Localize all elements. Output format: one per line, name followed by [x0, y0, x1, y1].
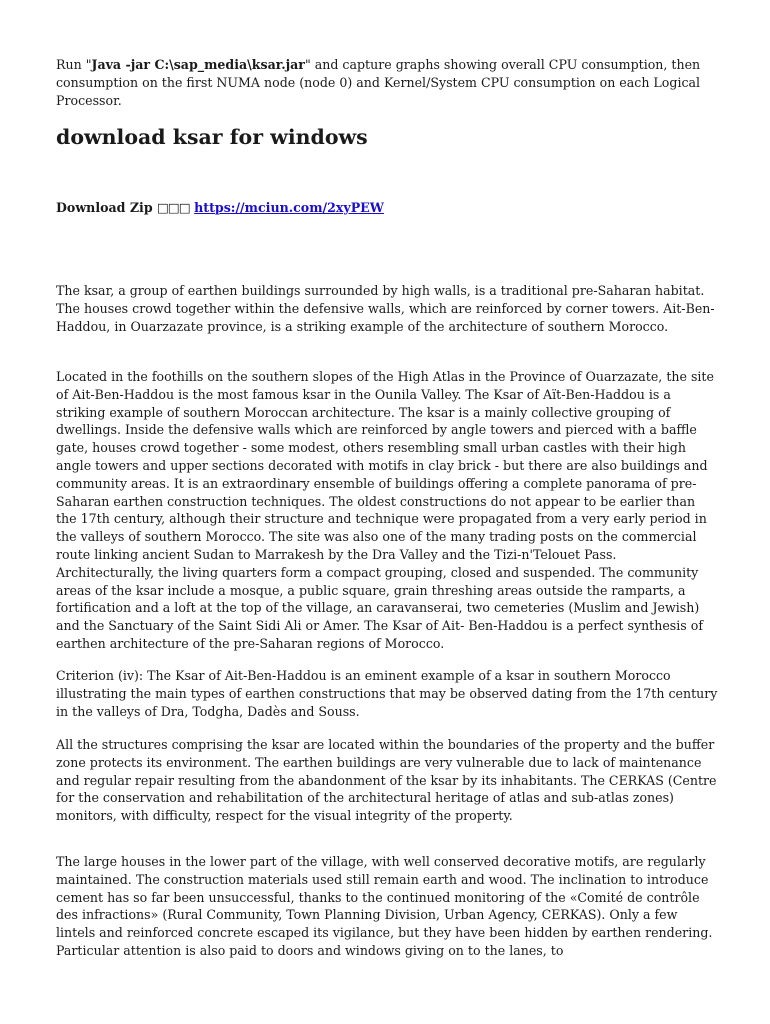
paragraph-criterion: Criterion (iv): The Ksar of Ait-Ben-Haddou is an eminent example of a ksar in southern Morocco illustrating the main types of earthen constructions that may be observed dating from the 17th century in the valleys of Dra, Todgha, Dadès and Souss.: [56, 668, 718, 719]
page-title: download ksar for windows: [56, 125, 368, 149]
paragraph-conservation: The large houses in the lower part of the village, with well conserved decorative motifs, are regularly maintained. The construction materials used still remain earth and wood. The inclination to introduce cement has so far been unsuccessful, thanks to the continued monitoring of the «Comité de contrôle des infractions» (Rural Community, Town Planning Division, Urban Agency, CERKAS). Only a few lintels and reinforced concrete escaped its vigilance, but they have been hidden by earthen rendering. Particular attention is also paid to doors and windows giving on to the lanes, to: [56, 854, 713, 958]
paragraph-site-description: Located in the foothills on the southern slopes of the High Atlas in the Province of Ouarzazate, the site of Ait-Ben-Haddou is the most famous ksar in the Ounila Valley. The Ksar of Aït-Ben-Haddou is a striking example of southern Moroccan architecture. The ksar is a mainly collective grouping of dwellings. Inside the defensive walls which are reinforced by angle towers and pierced with a baffle gate, houses crowd together - some modest, others resembling small urban castles with their high angle towers and upper sections decorated with motifs in clay brick - but there are also buildings and community areas. It is an extraordinary ensemble of buildings offering a complete panorama of pre-Saharan earthen construction techniques. The oldest constructions do not appear to be earlier than the 17th century, although their structure and technique were propagated from a very early period in the valleys of southern Morocco. The site was also one of the many trading posts on the commercial route linking ancient Sudan to Marrakesh by the Dra Valley and the Tizi-n'Telouet Pass. Architecturally, the living quarters form a compact grouping, closed and suspended. The community areas of the ksar include a mosque, a public square, grain threshing areas outside the ramparts, a fortification and a loft at the top of the village, an caravanserai, two cemeteries (Muslim and Jewish) and the Sanctuary of the Saint Sidi Ali or Amer. The Ksar of Ait- Ben-Haddou is a perfect synthesis of earthen architecture of the pre-Saharan regions of Morocco.: [56, 369, 714, 651]
intro-suffix: " and capture graphs showing overall CPU consumption, then consumption on the first NUMA node (node 0) and Kernel/System CPU consumption on each Logical Processor.: [56, 57, 701, 108]
intro-prefix: Run ": [56, 57, 92, 72]
placeholder-glyphs: □□□: [157, 200, 190, 215]
paragraph-integrity: All the structures comprising the ksar are located within the boundaries of the property and the buffer zone protects its environment. The earthen buildings are very vulnerable due to lack of maintenance and regular repair resulting from the abandonment of the ksar by its inhabitants. The CERKAS (Centre for the conservation and rehabilitation of the architectural heritage of atlas and sub-atlas zones) monitors, with difficulty, respect for the visual integrity of the property.: [56, 737, 717, 824]
paragraph-intro-ksar: The ksar, a group of earthen buildings surrounded by high walls, is a traditional pre-Saharan habitat. The houses crowd together within the defensive walls, which are reinforced by corner towers. Ait-Ben-Haddou, in Ouarzazate province, is a striking example of the architecture of southern Morocco.: [56, 283, 715, 334]
intro-command: Java -jar C:\sap_media\ksar.jar: [91, 57, 305, 72]
download-label: Download Zip: [56, 200, 153, 215]
download-line: [56, 199, 384, 217]
intro-paragraph: [56, 56, 718, 109]
download-link[interactable]: https://mciun.com/2xyPEW: [194, 200, 384, 215]
